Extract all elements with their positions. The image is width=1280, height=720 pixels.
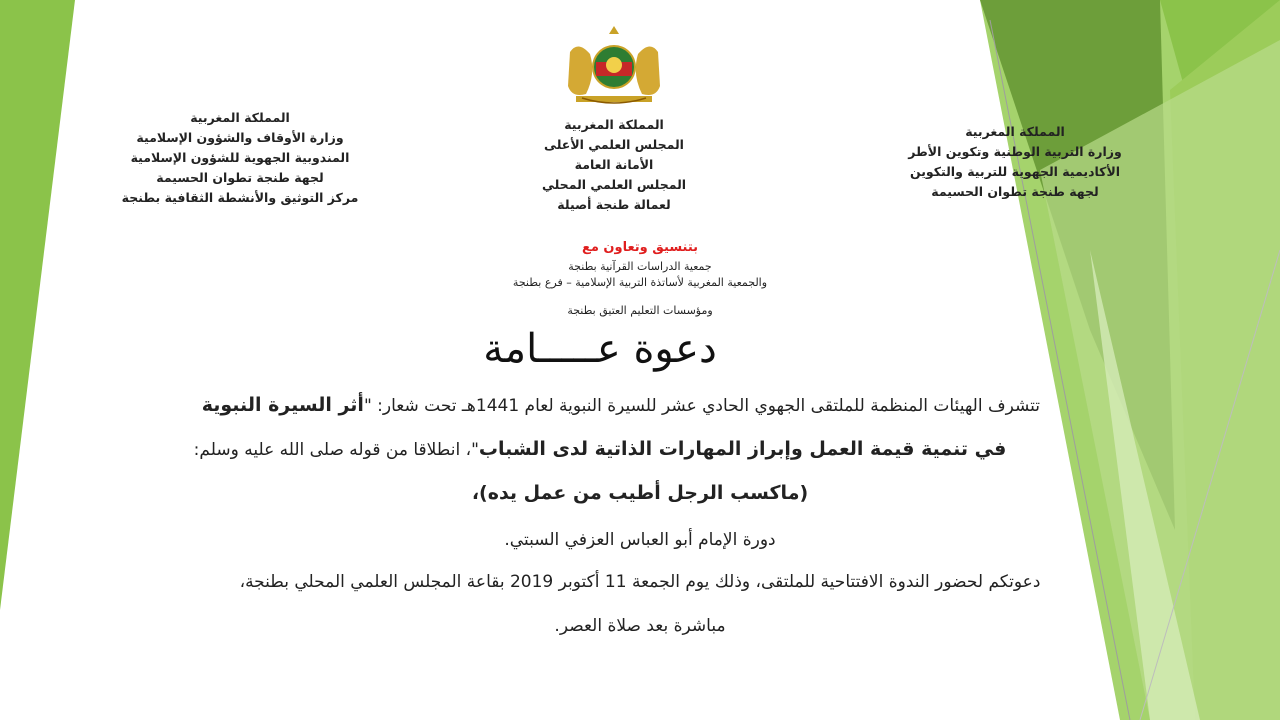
coordination-line: جمعية الدراسات القرآنية بطنجة (568, 260, 712, 273)
invitation-title: دعوة عـــــامة (483, 326, 717, 372)
left-green-stripe (0, 0, 75, 610)
moroccan-coat-of-arms-icon (560, 22, 668, 108)
coordination-line: ومؤسسات التعليم العتيق بطنجة (567, 304, 713, 317)
invitation-text: تتشرف الهيئات المنظمة للملتقى الجهوي الحادي عشر للسيرة النبوية لعام 1441هـ تحت شعار: " (363, 396, 1040, 416)
right-header-line: وزارة التربية الوطنية وتكوين الأطر (908, 144, 1122, 159)
session-name: دورة الإمام أبو العباس العزفي السبتي. (504, 530, 776, 550)
coordination-title: بتنسيق وتعاون مع (581, 240, 699, 255)
event-details: دعوتكم لحضور الندوة الافتتاحية للملتقى، وذلك يوم الجمعة 11 أكتوبر 2019 بقاعة المجلس العلمي المحلي بطنجة، (239, 572, 1041, 592)
right-header (880, 122, 1150, 202)
left-header-line: المندوبية الجهوية للشؤون الإسلامية (130, 150, 350, 165)
center-header-line: لعمالة طنجة أصيلة (557, 197, 671, 212)
left-header-line: مركز التوثيق والأنشطة الثقافية بطنجة (121, 190, 359, 205)
left-header-line: المملكة المغربية (190, 110, 290, 125)
center-header-line: المجلس العلمي الأعلى (544, 137, 684, 152)
invitation-line-1 (120, 394, 1040, 416)
invitation-slogan-part-2: في تنمية قيمة العمل وإبراز المهارات الذاتية لدى الشباب (478, 438, 1007, 460)
coordination-line: والجمعية المغربية لأساتذة التربية الإسلامية – فرع بطنجة (512, 276, 768, 289)
event-time: مباشرة بعد صلاة العصر. (554, 616, 726, 636)
invitation-slogan-part-1: أثر السيرة النبوية (201, 394, 364, 416)
center-header-line: المجلس العلمي المحلي (541, 177, 687, 192)
right-header-line: الأكاديمية الجهوية للتربية والتكوين (909, 164, 1121, 179)
invitation-text: "، انطلاقا من قوله صلى الله عليه وسلم: (193, 440, 479, 460)
left-header-line: وزارة الأوقاف والشؤون الإسلامية (136, 130, 344, 145)
right-header-line: لجهة طنجة تطوان الحسيمة (931, 184, 1099, 199)
hadith-quote: (ماكسب الرجل أطيب من عمل يده)، (471, 482, 809, 504)
center-header (504, 115, 724, 215)
center-header-line: الأمانة العامة (574, 157, 654, 172)
coordination-block (400, 240, 880, 319)
invitation-line-2 (120, 438, 1080, 460)
left-header-line: لجهة طنجة تطوان الحسيمة (156, 170, 324, 185)
left-header (110, 108, 370, 208)
center-header-line: المملكة المغربية (564, 117, 664, 132)
right-header-line: المملكة المغربية (965, 124, 1065, 139)
